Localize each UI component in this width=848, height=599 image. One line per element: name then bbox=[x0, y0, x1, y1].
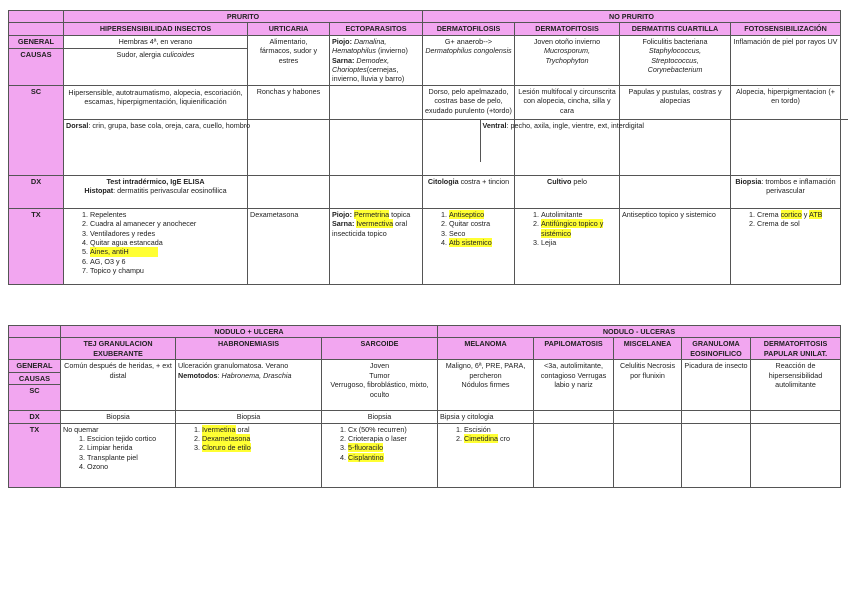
row-header-dx: DX bbox=[9, 175, 64, 208]
group-header-no-pruritus: NO PRURITO bbox=[423, 11, 841, 23]
sc-location-subtable: Dorsal: crin, grupa, base cola, oreja, cara, cuello, hombro Ventral: pecho, axila, ingle, vientre, ext, interdigital bbox=[64, 119, 248, 162]
col-header: SARCOIDE bbox=[322, 338, 438, 360]
list-item: 1. Antiseptico bbox=[449, 210, 512, 219]
cell-tx-tej: No quemar 1. Escicion tejido cortico 2. Limpiar herida 3. Transplante piel 4. Ozono bbox=[61, 423, 176, 487]
col-header: FOTOSENSIBILIZACIÓN bbox=[731, 23, 841, 35]
col-header: ECTOPARASITOS bbox=[330, 23, 423, 35]
col-header: HABRONEMIASIS bbox=[176, 338, 322, 360]
row-header-general: GENERAL bbox=[9, 360, 61, 372]
row-header-tx: TX bbox=[9, 423, 61, 487]
list-item: 2. Crioterapia o laser bbox=[348, 434, 435, 443]
list-item: 1. Crema cortico y ATB bbox=[757, 210, 838, 219]
cell-tx-dermatofitosis bbox=[515, 208, 620, 284]
cell-general-tej: Común después de heridas, + ext distal bbox=[61, 360, 176, 411]
col-header: URTICARIA bbox=[248, 23, 330, 35]
col-header: DERMATITIS CUARTILLA bbox=[620, 23, 731, 35]
col-header: DERMATOFILOSIS bbox=[423, 23, 515, 35]
list-item: 3. 5-fluoracilo bbox=[348, 443, 435, 452]
list-item: 2. Cimetidina cro bbox=[464, 434, 531, 443]
cell-causas-dermatofitosis: Joven otoño invierno Mucrosporum, Trychophyton bbox=[515, 35, 620, 85]
list-item: 3. Lejia bbox=[541, 238, 617, 247]
cell-dx-habronemiasis: Biopsia bbox=[176, 411, 322, 423]
cell-tx-dermatofilosis bbox=[423, 208, 515, 284]
nodulo-table bbox=[8, 325, 841, 488]
col-header: DERMATOFITOSIS PAPULAR UNILAT. bbox=[751, 338, 841, 360]
list-item: 4. Atb sistemico bbox=[449, 238, 512, 247]
col-header: PAPILOMATOSIS bbox=[534, 338, 614, 360]
cell-sc-dermatofitosis: Lesión multifocal y circunscrita con alopecia, cincha, silla y cara bbox=[515, 85, 620, 175]
cell-dx-fotosensibilizacion: Biopsia: trombos e inflamación perivascular bbox=[731, 175, 841, 208]
sc-dorsal: Dorsal: crin, grupa, base cola, oreja, cara, cuello, hombro bbox=[64, 119, 248, 162]
row-header-dx: DX bbox=[9, 411, 61, 423]
col-header: TEJ GRANULACION EXUBERANTE bbox=[61, 338, 176, 360]
list-item: 2. Dexametasona bbox=[202, 434, 319, 443]
list-item: 5. Aines, antiH bbox=[90, 247, 158, 256]
group-header-pruritus: PRURITO bbox=[64, 11, 423, 23]
cell-tx-cuartilla: Antiseptico topico y sistemico bbox=[620, 208, 731, 284]
cell-sc-dermatofilosis: Dorso, pelo apelmazado, costras base de pelo, exudado purulento (+tordo) bbox=[423, 85, 515, 175]
list-item: 2. Antifúngico topico y sistémico bbox=[541, 219, 617, 238]
cell-general-habronemiasis: Ulceración granulomatosa. Verano Nemotodos: Habronema, Draschia bbox=[176, 360, 322, 411]
list-item: 1. Ivermetina oral bbox=[202, 425, 319, 434]
list-item: 3. Ventiladores y redes bbox=[90, 229, 245, 238]
col-header: MISCELANEA bbox=[614, 338, 682, 360]
list-item: 3. Cloruro de etilo bbox=[202, 443, 319, 452]
col-header: GRANULOMA EOSINOFILICO bbox=[682, 338, 751, 360]
list-item: 1. Autolimitante bbox=[541, 210, 617, 219]
cell-general-papilomatosis: <3a, autolimitante, contagioso Verrugas labio y nariz bbox=[534, 360, 614, 411]
cell-general-miscelanea: Celulitis Necrosis por flunixin bbox=[614, 360, 682, 411]
cell-tx-habronemiasis bbox=[176, 423, 322, 487]
list-item: 7. Topico y champu bbox=[90, 266, 245, 275]
group-header-nodulo-ulceras: NODULO - ULCERAS bbox=[438, 326, 841, 338]
cell-tx-fotosensibilizacion bbox=[731, 208, 841, 284]
cell-general-sarcoide: Joven Tumor Verrugoso, fibroblástico, mixto, oculto bbox=[322, 360, 438, 411]
col-header: MELANOMA bbox=[438, 338, 534, 360]
cell-general-dermatofitosis-papular: Reacción de hipersensibilidad autolimitante bbox=[751, 360, 841, 411]
list-item: 2. Crema de sol bbox=[757, 219, 838, 228]
cell-causas-fotosensibilizacion: Inflamación de piel por rayos UV bbox=[731, 35, 841, 85]
list-item: 4. Quitar agua estancada bbox=[90, 238, 245, 247]
cell-dx-melanoma: Bipsia y citologia bbox=[438, 411, 534, 423]
cell-causas-dermatofilosis: G+ anaerob--> Dermatophilus congolensis bbox=[423, 35, 515, 85]
row-header-tx: TX bbox=[9, 208, 64, 284]
list-item: 2. Limpiar herida bbox=[87, 443, 173, 452]
list-item: 1. Escicion tejido cortico bbox=[87, 434, 173, 443]
cell-general-melanoma: Maligno, 6ª, PRE, PARA, percheron Nódulos firmes bbox=[438, 360, 534, 411]
cell-sc-fotosensibilizacion: Alopecia, hiperpigmentacion (+ en tordo) bbox=[731, 85, 841, 175]
row-header-general: GENERAL bbox=[9, 35, 64, 48]
list-item: 4. Ozono bbox=[87, 462, 173, 471]
list-item: 3. Transplante piel bbox=[87, 453, 173, 462]
row-header-causas: CAUSAS bbox=[9, 49, 64, 86]
row-header-sc: SC bbox=[9, 85, 64, 175]
cell-tx-melanoma bbox=[438, 423, 534, 487]
cell-dx-hipersensibilidad: Test intradérmico, IgE ELISA Histopat: dermatitis perivascular eosinofilica bbox=[64, 175, 248, 208]
cell-tx-ectoparasitos: Piojo: Permetrina topica Sarna: Ivermectiva oral insecticida topico bbox=[330, 208, 423, 284]
cell-dx-tej: Biopsia bbox=[61, 411, 176, 423]
col-header: HIPERSENSIBILIDAD INSECTOS bbox=[64, 23, 248, 35]
cell-general-hipersensibilidad: Hembras 4ª, en verano bbox=[64, 35, 248, 48]
list-item: 4. Cisplantino bbox=[348, 453, 435, 462]
cell-causas-cuartilla: Foliculitis bacteriana Staphylococcus, Streptococcus, Corynebacterium bbox=[620, 35, 731, 85]
group-header-nodulo-ulcera: NODULO + ULCERA bbox=[61, 326, 438, 338]
list-item: 6. AG, O3 y 6 bbox=[90, 257, 245, 266]
cell-dx-dermatofilosis: Citologia costra + tincion bbox=[423, 175, 515, 208]
cell-dx-sarcoide: Biopsia bbox=[322, 411, 438, 423]
cell-general-granuloma: Picadura de insecto bbox=[682, 360, 751, 411]
cell-causas-ectoparasitos: Piojo: Damalina, Hematophilus (invierno) Sarna: Demodex, Chorioptes(cernejas, invierno, lluvia y barro) bbox=[330, 35, 423, 85]
cell-causas-hipersensibilidad: Sudor, alergia culicoides bbox=[64, 49, 248, 86]
list-item: 2. Cuadra al amanecer y anochecer bbox=[90, 219, 245, 228]
pruritus-table bbox=[8, 10, 841, 285]
list-item: 3. Seco bbox=[449, 229, 512, 238]
col-header: DERMATOFITOSIS bbox=[515, 23, 620, 35]
cell-sc-urticaria: Ronchas y habones bbox=[248, 85, 330, 175]
list-item: 2. Quitar costra bbox=[449, 219, 512, 228]
row-header-causas: CAUSAS bbox=[9, 372, 61, 384]
cell-sc-hipersensibilidad: Hipersensible, autotraumatismo, alopecia, escoriación, escamas, hiperpigmentación, liquienificación Dorsal: crin, grupa, base cola, oreja, cara, cuello, hombro Ventral: pecho, axila, ingle, vientre, ext, interdigital bbox=[64, 85, 248, 175]
cell-sc-cuartilla: Papulas y pustulas, costras y alopecias bbox=[620, 85, 731, 175]
cell-tx-sarcoide bbox=[322, 423, 438, 487]
list-item: 1. Cx (50% recurren) bbox=[348, 425, 435, 434]
cell-causas-urticaria: Alimentario, fármacos, sudor y estres bbox=[248, 35, 330, 85]
cell-tx-urticaria: Dexametasona bbox=[248, 208, 330, 284]
cell-dx-dermatofitosis: Cultivo pelo bbox=[515, 175, 620, 208]
list-item: 1. Repelentes bbox=[90, 210, 245, 219]
row-header-sc: SC bbox=[9, 385, 61, 411]
list-item: 1. Escisión bbox=[464, 425, 531, 434]
cell-tx-hipersensibilidad bbox=[64, 208, 248, 284]
